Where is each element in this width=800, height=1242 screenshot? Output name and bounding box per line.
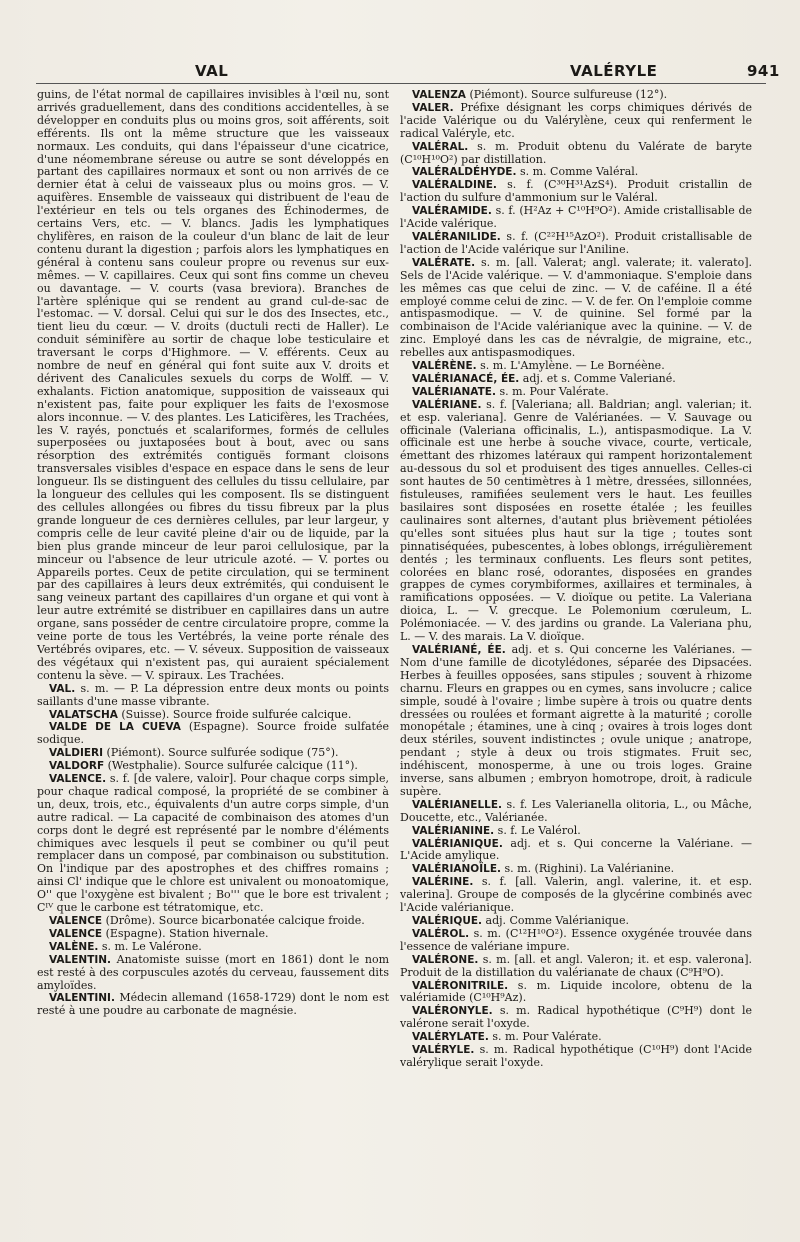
entry-definition: s. m. (C¹²H¹⁰O²). Essence oxygénée trouvée dans l'essence de valériane impure. bbox=[400, 926, 752, 953]
entry-headword: VALÉRIANATE. bbox=[412, 385, 496, 398]
entry-definition: s. m. Radical hypothétique (C¹⁰H⁹) dont l'Acide valérylique serait l'oxyde. bbox=[400, 1043, 752, 1069]
entry-definition: (Piémont). Source sulfurée sodique (75°). bbox=[106, 746, 339, 760]
entry-definition: Médecin allemand (1658-1729) dont le nom est resté à une poudre au carbonate de magnésie. bbox=[37, 991, 390, 1018]
entry-headword: VALÉRINE. bbox=[412, 876, 474, 889]
dictionary-entry bbox=[400, 399, 752, 644]
entry-definition: s. m. — P. La dépression entre deux monts ou points saillants d'une masse vibrante. bbox=[37, 681, 390, 708]
entry-headword: VALENCE bbox=[49, 915, 103, 927]
entry-definition: Préfixe désignant les corps chimiques dérivés de l'acide Valérique ou du Valérylène, ceux qui renferment le radical Valéryle, etc. bbox=[400, 100, 752, 140]
dictionary-entry bbox=[400, 102, 752, 141]
dictionary-entry bbox=[400, 141, 752, 167]
entry-headword: VALÉRIANELLE. bbox=[412, 798, 503, 811]
dictionary-entry bbox=[400, 1044, 752, 1070]
entry-headword: VALDORF bbox=[49, 760, 105, 773]
entry-headword: VALÉRONYLE. bbox=[412, 1005, 493, 1018]
entry-definition: s. m. Produit obtenu du Valérate de baryte (C¹⁰H¹⁰O²) par distillation. bbox=[400, 139, 752, 166]
entry-definition: s. f. (C³⁰H³¹AzS⁴). Produit cristallin de l'action du sulfure d'ammonium sur le Valéral. bbox=[400, 178, 752, 205]
left-column bbox=[37, 89, 389, 1018]
entry-definition: s. m. Comme Valéral. bbox=[519, 165, 639, 179]
entry-headword: VALÉRIQUE. bbox=[412, 915, 483, 927]
entry-definition: s. m. [all. Valerat; angl. valerate; it. valerato]. Sels de l'Acide valérique. — V. d'ammoniaque. S'emploie dans les mêmes cas que celui de zinc. — V. de caféine. Il a été employé comme celui de zinc. — V. de fer. On l'emploie comme antispasmodique. — V. de quinine. Sel formé par la combinaison de l'Acide valérianique avec la quinine. — V. de zinc. Employé dans les cas de névralgie, de migraine, etc., rebelles aux antispasmodiques. bbox=[400, 255, 752, 360]
dictionary-entry bbox=[37, 992, 389, 1018]
entry-headword: VALENCE bbox=[49, 927, 103, 940]
page-number: 941 bbox=[747, 62, 780, 80]
entry-headword: VALÉRONE. bbox=[412, 953, 479, 966]
dictionary-entry bbox=[37, 683, 389, 709]
entry-headword: VALÉRIANÉ, ÉE. bbox=[412, 643, 506, 656]
entry-headword: VALENTINI. bbox=[49, 992, 115, 1005]
entry-headword: VALATSCHA bbox=[49, 708, 118, 721]
entry-headword: VALDIERI bbox=[49, 747, 104, 760]
dictionary-entry bbox=[37, 954, 389, 993]
entry-headword: VALÉRAMIDE. bbox=[412, 205, 492, 218]
entry-headword: VALÉRIANE. bbox=[412, 398, 482, 411]
entry-headword: VALÉRIANOÏLE. bbox=[412, 863, 501, 876]
entry-definition: s. m. L'Amylène. — Le Bornéène. bbox=[480, 359, 665, 373]
dictionary-entry bbox=[37, 773, 389, 915]
entry-definition: adj. et s. Qui concerne les Valérianes. — Nom d'une famille de dicotylédones, séparée des Dipsacées. Herbes à feuilles opposées, sans stipules ; souvent à rhizome charnu. Fleurs en grappes ou en cymes, sans involucre ; calice simple, soudé à l'ovaire ; limbe supère à trois ou quatre dents dressées ou roulées et formant aigrette à la maturité ; corolle monopétale ; étamines, une à cinq ; ovaires à trois loges dont deux stériles, souvent indistinctes ; ovule unique ; anatrope, pendant ; style à deux ou trois stigmates. Fruit sec, indéhiscent, monosperme, à une ou trois loges. Graine inverse, sans albumen ; embryon homotrope, droit, à radicule supère. bbox=[400, 642, 752, 798]
entry-definition: s. m. Le Valérone. bbox=[101, 939, 202, 953]
entry-definition: s. f. [Valeriana; all. Baldrian; angl. valerian; it. et esp. valeriana]. Genre de Valérianées. — V. Sauvage ou officinale (Valeriana officinalis, L.), antispasmodique. La V. officinale est une herbe à souche vivace, courte, verticale, émettant des rhizomes latéraux qui rampent horizontalement au-dessous du sol et produisent des tiges annuelles. Celles-ci sont hautes de 50 centimètres à 1 mètre, dressées, sillonnées, fistuleuses, ramifiées seulement vers le haut. Les feuilles basilaires sont disposées en rosette étalée ; les feuilles caulinaires sont alternes, d'autant plus brièvement pétiolées qu'elles sont situées plus haut sur la tige ; toutes sont pinnatiséquées, pubescentes, à lobes oblongs, irrégulièrement dentés ; les terminaux confluents. Les fleurs sont petites, colorées en blanc rosé, odorantes, disposées en grandes grappes de cymes corymbiformes, axillaires et terminales, à ramifications opposées. — V. dioïque ou petite. La Valeriana dioica, L. — V. grecque. Le Polemonium cœruleum, L. Polémoniacée. — V. des jardins ou grande. La Valeriana phu, L. — V. des marais. La V. dioïque. bbox=[400, 397, 752, 644]
dictionary-entry bbox=[400, 799, 752, 825]
entry-headword: VALÉRYLE. bbox=[412, 1044, 475, 1057]
entry-definition: s. m. [all. et angl. Valeron; it. et esp. valerona]. Produit de la distillation du valérianate de chaux (C⁹H⁹O). bbox=[400, 952, 752, 979]
entry-headword: VALÉRONITRILE. bbox=[412, 979, 509, 992]
entry-definition: (Espagne). Source froide sulfatée sodique. bbox=[37, 720, 389, 747]
entry-headword: VALÉRYLATE. bbox=[412, 1031, 489, 1044]
entry-headword: VALÉRATE. bbox=[412, 256, 476, 269]
dictionary-entry bbox=[37, 928, 389, 941]
entry-headword: VALÉRIANIQUE. bbox=[412, 837, 503, 850]
entry-headword: VALÈNE. bbox=[49, 940, 99, 953]
entry-definition: (Piémont). Source sulfureuse (12°). bbox=[469, 88, 668, 101]
entry-definition: Anatomiste suisse (mort en 1861) dont le nom est resté à des corpuscules azotés du cerveau, faussement dits amyloïdes. bbox=[37, 952, 390, 992]
entry-headword: VALENZA bbox=[412, 89, 466, 101]
entry-headword: VALER. bbox=[412, 101, 454, 114]
entry-headword: VALÉRIANINE. bbox=[412, 824, 495, 837]
entry-definition: s. f. [de valere, valoir]. Pour chaque corps simple, pour chaque radical composé, la propriété de se combiner à un, deux, trois, etc., équivalents d'un autre corps simple, d'un autre radical. — La capacité de combinaison des atomes d'un corps dont le degré est représenté par le nombre d'éléments chimiques avec lesquels il peut se combiner ou qu'il peut remplacer dans un composé, par combinaison ou substitution. On l'indique par des apostrophes et des chiffres romains ; ainsi Cl' indique que le chlore est univalent ou monoatomique, O'' que l'oxygène est bivalent ; Bo''' que le bore est trivalent ; Cᴵⱽ que le carbone est tétratomique, etc. bbox=[37, 772, 389, 915]
entry-definition: adj. et s. Qui concerne la Valériane. — L'Acide amylique. bbox=[400, 836, 753, 863]
entry-headword: VALENCE. bbox=[49, 773, 107, 786]
entry-definition: s. f. Les Valerianella olitoria, L., ou Mâche, Doucette, etc., Valérianée. bbox=[400, 797, 753, 824]
entry-headword: VALÉRIANACÉ, ÉE. bbox=[412, 372, 520, 385]
dictionary-entry bbox=[37, 89, 389, 683]
entry-definition: guins, de l'état normal de capillaires invisibles à l'œil nu, sont arrivés graduellement, dans des conditions accidentelles, à se développer en conduits plus ou moins gros, soit afférents, soit efférents. Ils ont la même structure que les vaisseaux normaux. Les conduits, qui dans l'épaisseur d'une cicatrice, d'une néomembrane séreuse ou autre se sont développés en partant des capillaires normaux et sont ou non arrivés de ce dernier état à celui de vaisseaux plus ou moins gros. — V. aquifères. Ensemble de vaisseaux qui distribuent de l'eau de l'extérieur en tels ou tels organes des Échinodermes, de certains Vers, etc. — V. blancs. Jadis les lymphatiques chylifères, en raison de la couleur d'un blanc de lait de leur contenu durant la digestion ; parfois alors les lymphatiques en général à contenu sans couleur propre ou revenus sur eux-mêmes. — V. capillaires. Ceux qui sont fins comme un cheveu ou davantage. — V. courts (vasa breviora). Branches de l'artère splénique qui se rendent au grand cul-de-sac de l'estomac. — V. dorsal. Celui qui sur le dos des Insectes, etc., tient lieu du cœur. — V. droits (ductuli recti de Haller). Le conduit séminifère au sortir de chaque lobe testiculaire et traversant le corps d'Highmore. — V. efférents. Ceux au nombre de neuf en général qui font suite aux V. droits et dérivent des Canalicules sexuels du corps de Wolff. — V. exhalants. Fiction anatomique, supposition de vaisseaux qui n'existent pas, faite pour expliquer les faits de l'exosmose alors inconnue. — V. des plantes. Les Laticifères, les Trachées, les V. rayés, ponctués et scalariformes, formés de cellules superposées ou juxtaposées bout à bout, avec ou sans résorption des extrémités contiguës formant cloisons transversales visibles d'espace en espace dans le sens de leur longueur. Ils se distinguent des cellules du tissu cellulaire, par la longueur des cellules qui les composent. Ils se distinguent des cellules allongées ou fibres du tissu fibreux par la plus grande longueur de ces dernières cellules, par leur largeur, y compris celle de leur cavité pleine d'air ou de liquide, par la bien plus grande minceur de leur paroi cellulosique, par la minceur ou l'absence de leur utricule azoté. — V. portes ou Appareils portes. Ceux de petite circulation, qui se terminent par des capillaires à leurs deux extrémités, qui conduisent le sang veineux partant des capillaires d'un organe et qui vont à leur autre extrémité se distribuer en capillaires dans un autre organe, sans posséder de centre circulatoire propre, comme la veine porte de tous les Vertébrés, la veine porte rénale des Vertébrés ovipares, etc. — V. séveux. Supposition de vaisseaux des végétaux qui n'existent pas, qui auraient spécialement contenu la sève. — V. spiraux. Les Trachées. bbox=[37, 88, 389, 682]
entry-definition: (Westphalie). Source sulfurée calcique (11°). bbox=[107, 759, 358, 773]
header-left-word: VAL bbox=[195, 62, 229, 80]
entry-headword: VALÉRÈNE. bbox=[412, 360, 477, 373]
running-header bbox=[0, 62, 800, 84]
dictionary-entry bbox=[400, 954, 752, 980]
entry-headword: VALÉROL. bbox=[412, 927, 470, 940]
entry-headword: VALÉRAL. bbox=[412, 140, 469, 153]
entry-definition: s. m. Pour Valérate. bbox=[499, 384, 609, 398]
right-column bbox=[400, 89, 752, 1070]
header-rule bbox=[36, 83, 766, 84]
entry-definition: s. f. Le Valérol. bbox=[497, 823, 581, 837]
dictionary-entry bbox=[400, 644, 752, 799]
entry-definition: s. m. Liquide incolore, obtenu de la valériamide (C¹⁰H⁹Az). bbox=[400, 978, 753, 1005]
dictionary-entry bbox=[400, 980, 752, 1006]
entry-definition: s. f. (C²²H¹⁵AzO²). Produit cristallisable de l'action de l'Acide valérique sur l'Aniline. bbox=[400, 229, 753, 256]
entry-definition: s. f. [all. Valerin, angl. valerine, it. et esp. valerina]. Groupe de composés de la glycérine combinés avec l'Acide valérianique. bbox=[400, 875, 752, 915]
entry-headword: VALÉRALDINE. bbox=[412, 179, 497, 192]
entry-headword: VAL. bbox=[49, 682, 76, 695]
dictionary-entry bbox=[400, 179, 752, 205]
dictionary-entry bbox=[400, 1005, 752, 1031]
entry-definition: s. f. (H²Az + C¹⁰H⁹O²). Amide cristallisable de l'Acide valérique. bbox=[400, 204, 752, 231]
entry-definition: (Espagne). Station hivernale. bbox=[105, 926, 269, 940]
dictionary-entry bbox=[400, 838, 752, 864]
entry-headword: VALÉRANILIDE. bbox=[412, 230, 501, 243]
dictionary-entry bbox=[400, 231, 752, 257]
dictionary-entry bbox=[400, 257, 752, 360]
entry-headword: VALENTIN. bbox=[49, 953, 112, 966]
entry-definition: adj. Comme Valérianique. bbox=[485, 914, 630, 927]
dictionary-entry bbox=[400, 205, 752, 231]
entry-headword: VALDE DE LA CUEVA bbox=[49, 721, 181, 734]
entry-definition: adj. et s. Comme Valeriané. bbox=[522, 371, 676, 385]
entry-definition: s. m. Pour Valérate. bbox=[492, 1030, 602, 1044]
entry-definition: s. m. Radical hypothétique (C⁹H⁹) dont le valérone serait l'oxyde. bbox=[400, 1004, 752, 1031]
entry-definition: (Drôme). Source bicarbonatée calcique froide. bbox=[105, 914, 365, 927]
entry-definition: (Suisse). Source froide sulfurée calcique. bbox=[121, 707, 352, 721]
entry-headword: VALÉRALDÉHYDE. bbox=[412, 166, 517, 179]
dictionary-entry bbox=[37, 721, 389, 747]
dictionary-entry bbox=[400, 928, 752, 954]
entry-definition: s. m. (Righini). La Valérianine. bbox=[504, 862, 675, 876]
header-right-word: VALÉRYLE bbox=[570, 62, 658, 80]
dictionary-entry bbox=[400, 876, 752, 915]
